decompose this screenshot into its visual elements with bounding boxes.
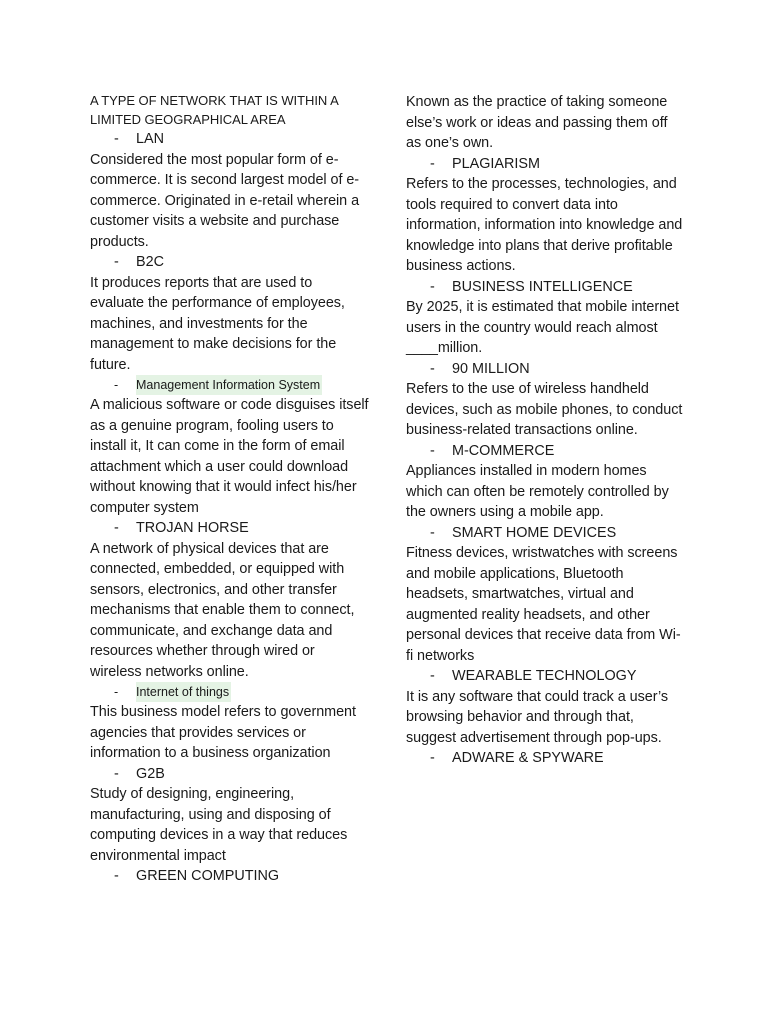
- qa-item: [90, 92, 370, 150]
- qa-item: [406, 543, 686, 687]
- answer-text: GREEN COMPUTING: [136, 868, 280, 884]
- question-text: By 2025, it is estimated that mobile internet users in the country would reach almost ____million.: [406, 299, 679, 356]
- question-text: Considered the most popular form of e-commerce. It is second largest model of e-commerce. Originated in e-retail wherein a customer visits a website and purchase products.: [90, 151, 360, 250]
- answer-text-highlighted: Management Information System: [136, 375, 322, 395]
- bullet-dash: -: [430, 360, 435, 377]
- right-column: [406, 92, 686, 769]
- question-text: Known as the practice of taking someone else’s work or ideas and passing them off as one’s own.: [406, 94, 668, 151]
- question-text: Study of designing, engineering, manufacturing, using and disposing of computing devices in a way that reduces environmental impact: [90, 786, 348, 864]
- qa-item: [90, 395, 370, 539]
- answer-line: [406, 748, 686, 769]
- qa-item: [90, 702, 370, 784]
- answer-line: [90, 252, 370, 273]
- qa-item: [90, 150, 370, 273]
- question-text: Fitness devices, wristwatches with screens and mobile applications, Bluetooth headsets, smartwatches, virtual and augmented reality headsets, and other personal devices that receive data from Wi-fi networks: [406, 545, 681, 664]
- answer-text: B2C: [136, 254, 164, 270]
- bullet-dash: -: [114, 520, 119, 536]
- answer-text: LAN: [136, 131, 164, 147]
- answer-line: [90, 375, 370, 395]
- answer-text: G2B: [136, 765, 165, 782]
- qa-item: [406, 92, 686, 174]
- answer-text: ADWARE & SPYWARE: [452, 750, 604, 766]
- question-text: Appliances installed in modern homes which can often be remotely controlled by the owners using a mobile app.: [406, 463, 669, 520]
- bullet-dash: -: [114, 868, 119, 884]
- answer-text: SMART HOME DEVICES: [452, 524, 617, 541]
- answer-text: TROJAN HORSE: [136, 520, 249, 536]
- bullet-dash: -: [430, 155, 435, 172]
- bullet-dash: -: [114, 131, 119, 147]
- answer-line: [406, 441, 686, 462]
- answer-text: PLAGIARISM: [452, 155, 540, 172]
- answer-line: [406, 359, 686, 380]
- bullet-dash: -: [430, 750, 435, 766]
- qa-item: [406, 461, 686, 543]
- question-text: A TYPE OF NETWORK THAT IS WITHIN A LIMITED GEOGRAPHICAL AREA: [90, 93, 338, 127]
- bullet-dash: -: [430, 278, 435, 295]
- answer-text: WEARABLE TECHNOLOGY: [452, 668, 637, 684]
- bullet-dash: -: [430, 524, 435, 541]
- answer-line: [90, 764, 370, 785]
- question-text: This business model refers to government agencies that provides services or information to a business organization: [90, 704, 356, 761]
- question-text: Refers to the processes, technologies, and tools required to convert data into information, information into knowledge and knowledge into plans that derive profitable business actions.: [406, 176, 683, 274]
- answer-line: [406, 154, 686, 175]
- answer-text-highlighted: Internet of things: [136, 682, 231, 702]
- question-text: It produces reports that are used to evaluate the performance of employees, machines, and investments for the management to make decisions for the future.: [90, 274, 345, 373]
- bullet-dash: -: [430, 442, 435, 459]
- answer-line: [90, 682, 370, 702]
- qa-item: [90, 539, 370, 703]
- answer-text: M-COMMERCE: [452, 442, 555, 459]
- bullet-dash: -: [114, 254, 119, 270]
- qa-item: [90, 273, 370, 396]
- bullet-dash: -: [114, 765, 119, 782]
- bullet-dash: -: [430, 668, 435, 684]
- left-column: [90, 92, 370, 887]
- bullet-dash: -: [114, 685, 119, 699]
- qa-item: [406, 297, 686, 379]
- qa-item: [406, 174, 686, 297]
- qa-item: [90, 784, 370, 887]
- qa-item: [406, 687, 686, 769]
- answer-line: [406, 523, 686, 544]
- qa-item: [406, 379, 686, 461]
- answer-line: [90, 866, 370, 887]
- question-text: It is any software that could track a user’s browsing behavior and through that, suggest advertisement through pop-ups.: [406, 688, 669, 746]
- answer-line: [406, 666, 686, 687]
- answer-line: [90, 518, 370, 539]
- answer-text: 90 MILLION: [452, 360, 530, 377]
- answer-line: [90, 129, 370, 150]
- question-text: Refers to the use of wireless handheld devices, such as mobile phones, to conduct business-related transactions online.: [406, 381, 683, 438]
- bullet-dash: -: [114, 378, 119, 392]
- question-text: A network of physical devices that are connected, embedded, or equipped with sensors, electronics, and other transfer mechanisms that enable them to connect, communicate, and exchange data and resources whether through wired or wireless networks online.: [90, 540, 355, 680]
- answer-text: BUSINESS INTELLIGENCE: [452, 278, 633, 295]
- question-text: A malicious software or code disguises itself as a genuine program, fooling users to install it, It can come in the form of email attachment which a user could download without knowing that it would infect his/her computer system: [90, 397, 369, 516]
- answer-line: [406, 277, 686, 298]
